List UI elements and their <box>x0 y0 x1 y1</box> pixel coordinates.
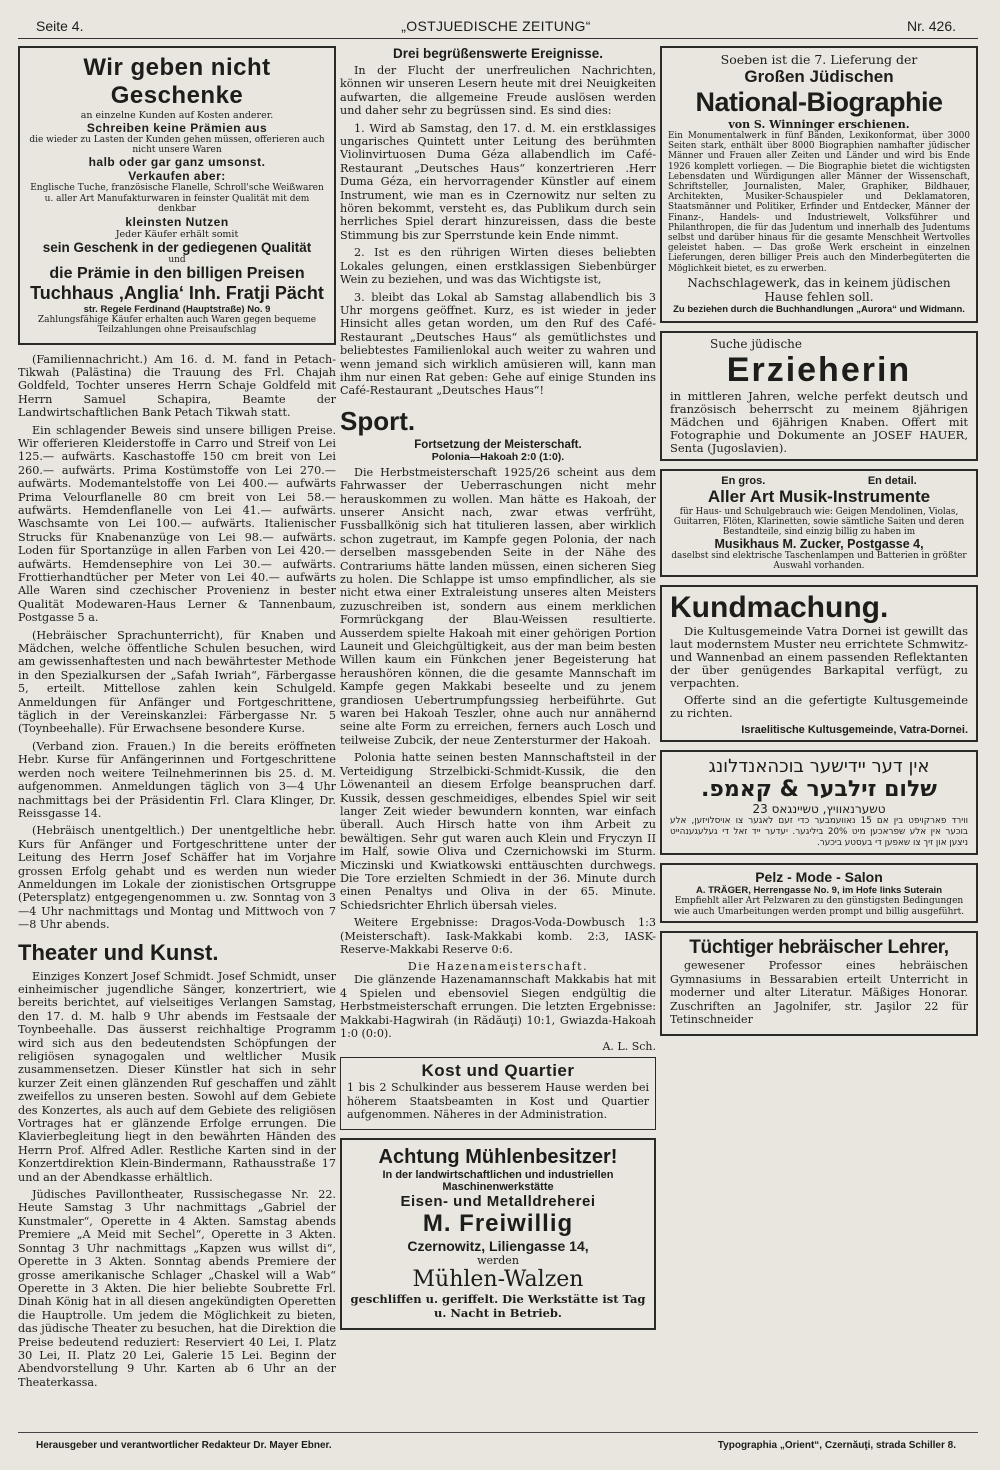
column-2 <box>340 46 656 1338</box>
ad-text: halb oder gar ganz umsonst. <box>88 155 266 169</box>
ad-text: gewesener Professor eines hebräischen Gymnasiums in Bessarabien erteilt Unterricht in moderner und alter Literatur. Mäßiges Honorar. Zuschriften an Jagolnifer, str. Jaşilor 22 für Tetinschneider <box>670 959 968 1027</box>
ad-text: geschliffen u. geriffelt. Die Werkstätte ist Tag u. Nacht in Betrieb. <box>350 1291 646 1320</box>
ad-hebrew-teacher <box>660 931 978 1036</box>
newspaper-title: „OSTJUEDISCHE ZEITUNG“ <box>401 18 591 34</box>
ad-text: die wieder zu Lasten der Kunden gehen müssen, offerieren auch nicht unsere Waren <box>29 135 325 155</box>
ad-text: In der landwirtschaftlichen und industriellen Maschinenwerkstätte <box>382 1168 614 1193</box>
ad-text: an einzelne Kunden auf Kosten anderer. <box>80 110 274 121</box>
ad-text: Eisen- und Metalldreherei <box>400 1192 596 1210</box>
ad-headline: Pelz - Mode - Salon <box>755 869 883 886</box>
ad-row <box>670 475 968 487</box>
ad-address: A. TRÄGER, Herrengasse No. 9, im Hofe links Suterain <box>695 885 942 897</box>
section-heading-sport: Sport. <box>340 405 416 436</box>
ad-text: Suche jüdische <box>710 336 802 351</box>
ad-text: 1 bis 2 Schulkinder aus besserem Hause werden bei höherem Staatsbeamten in Kost und Quartier aufgenommen. Näheres in der Administration. <box>347 1081 649 1122</box>
ad-musikhaus <box>660 469 978 578</box>
ad-kost-quartier <box>340 1057 656 1129</box>
ad-text: Soeben ist die 7. Lieferung der <box>720 52 918 67</box>
page-number: Seite 4. <box>36 18 84 34</box>
news-item: (Hebräisch unentgeltlich.) Der unentgeltliche hebr. Kurs für Anfänger und Fortgeschrittene unter der Leitung des Herrn Josef Schäffer hat im Vorjahre grossen Erfolg gehabt und es werden nun wieder Anmeldungen im Lokale der zionistischen Ortsgruppe (Petersplatz) entgegengenommen u. zw. Sonntag von 3—4 Uhr nachmittags und Montag und Mittwoch von 7—8 Uhr abends. <box>18 824 336 932</box>
ad-headline: Achtung Mühlenbesitzer! <box>378 1145 618 1168</box>
news-item: Jüdisches Pavillontheater, Russischegasse Nr. 22. Heute Samstag 3 Uhr nachmittags „Gabriel der Kunstmaler“, Operette in 4 Akten. Samstag abends Premiere „A Meid mit Sechel“, Operette in 3 Akten. Sonntag 3 Uhr nachmittags „Kapzen wus willst di“, Operette in 3 Akten. Sonntag abends Premiere der grosse amerikanische Schlager „Chaskel will a Wab“ Operette in 3 Akten. Die hier beliebte Soubrette Frl. Dinah König hat in all diesen angekündigten Operetten die Hauptrolle. Um jedem die Möglichkeit zu bieten, das jüdische Theater zu besuchen, hat die Direktion die Preise bedeutend reduziert: Reserviert 40 Lei, I. Platz 30 Lei, II. Platz 20 Lei, Galerie 15 Lei. Beginn der Abendvorstellung 9 Uhr. Karten ab 6 Uhr an der Theaterkassa. <box>18 1188 336 1389</box>
sport-paragraph: Die glänzende Hazenamannschaft Makkabis hat mit 4 Spielen und ebensoviel Siegen endgültig die Herbstmeisterschaft errungen. Die letzten Ergebnisse: Makkabi-Hagwirah (in Rădăuţi) 10:1, Gwiazda-Hakoah 1:0 (0:0). <box>340 973 656 1040</box>
ad-headline: Tüchtiger hebräischer Lehrer, <box>689 937 949 959</box>
sport-match: Polonia—Hakoah 2:0 (1:0). <box>431 450 565 463</box>
section-heading-theater: Theater und Kunst. <box>18 939 219 965</box>
ad-text: Ein Monumentalwerk in fünf Bänden, Lexikonformat, über 3000 Seiten stark, enthält über 8000 Biographien namhafter jüdischer Männer und Frauen aller Zeiten und Länder und wird bis Ende 1926 komplett vorliegen. — Die Biographie bietet die wichtigsten Lebensdaten und Würdigungen aller Männer der Wissenschaft, Schriftsteller, Journalisten, Maler, Graphiker, Bildhauer, Architekten, Musiker-Schauspieler und Deklamatoren, Staatsmänner und Politiker, Erfinder und Entdecker, Männer der Finanz-, Handels- und Industriewelt, Volksführer und Philanthropen, die für das Judentum und innerhalb des Judentums selbst und darüber hinaus für die gesamte Menschheit Wertvolles geleistet haben. — Das große Werk erscheint in einzelnen Lieferungen, deren billiger Preis auch den Minderbegüterten die Möglichkeit bietet, es zu erwerben. <box>668 131 970 274</box>
ad-headline: Aller Art Musik-Instrumente <box>707 486 931 506</box>
sport-paragraph: Polonia hatte seinen besten Mannschaftsteil in der Verteidigung Strzelbicki-Schmidt-Kussik, die den Löwenanteil an diesem Erfolge beanspruchen darf. Kussik, dessen geschmeidiges, elbendes Spiel wir seit langer Zeit wieder bewundern konnten, war einfach überall. Auch Hirsch hatte von ihm Arbeit zu bewältigen. Sehr gut waren auch Klein und Fryczyn II im Half, sowie Oliva und Czernichowski im Sturm. Miczinski und Kwiatkowski enttäuschten durchwegs. Die Tore erzielten Schmiedt in der 36. Minute durch einen Penaltys und Oliva in der 65. Minute. Schiedsrichter Ehrlich übersah vieles. <box>340 751 656 912</box>
column-3 <box>660 46 978 1044</box>
ad-address: טשערנאוויץ, טשיינגאס 23 <box>752 802 886 817</box>
ad-text: Zu beziehen durch die Buchhandlungen „Aurora“ und Widmann. <box>673 303 965 315</box>
ad-text: sein Geschenk in der gediegenen Qualität <box>42 239 312 255</box>
ad-text: Schreiben keine Prämien aus <box>86 121 268 135</box>
ad-kundmachung <box>660 585 978 742</box>
ad-text: Mühlen-Walzen <box>412 1266 584 1292</box>
ad-text: für Haus- und Schulgebrauch wie: Geigen Mendolinen, Violas, Guitarren, Flöten, Klarinetten, sowie sämtliche Saiten und deren Bestandteile, sind einzig billig zu haben im <box>673 506 965 538</box>
author-signature: A. L. Sch. <box>602 1040 656 1054</box>
news-item: (Hebräischer Sprachunterricht), für Knaben und Mädchen, welche öffentliche Schulen besuchen, wird am gewissenhaftesten und nach bewährtester Methode in den Spezialkursen der „Safah Iwriah“, Färbergasse 5, erteilt. Mittellose zahlen kein Schulgeld. Anmeldungen für Anfänger und Fortgeschrittene, täglich in der Vereinskanzlei: Färbergasse Nr. 5 (Toynbeehalle). Für Erwachsene besondere Kurse. <box>18 628 336 736</box>
news-item: (Verband zion. Frauen.) In die bereits eröffneten Hebr. Kurse für Anfängerinnen und Fortgeschrittene werden noch weitere Teilnehmerinnen bis 25. d. M. aufgenommen. Anmeldungen täglich von 3—4 Uhr nachmittags bei der Präsidentin Frl. Clara Klinger, Dr. Reissgasse 14. <box>18 739 336 820</box>
ad-text: Israelitische Kultusgemeinde, Vatra-Dornei. <box>741 724 968 737</box>
ad-erzieherin <box>660 331 978 461</box>
ad-text: Großen Jüdischen <box>744 67 894 86</box>
ad-text: Verkaufen aber: <box>128 169 226 183</box>
ad-text: und <box>168 254 186 265</box>
ad-text: in mittleren Jahren, welche perfekt deutsch und französisch beherrscht zu meinem 8jährigen Mädchen und 6jährigen Knaben. Offert mit Fotographie und Dokumente an JOSEF HAUER, Senta (Jugoslavien). <box>670 388 968 455</box>
article-paragraph: 2. Ist es den rührigen Wirten dieses beliebten Lokales gelungen, einen erstklassigen Siebenbürger Wein zu beziehen, und was das Wichtigste ist, <box>340 246 656 287</box>
ad-address: str. Regele Ferdinand (Hauptstraße) No. 9 <box>83 303 271 315</box>
ad-headline: Kost und Quartier <box>421 1061 575 1081</box>
news-item: (Familiennachricht.) Am 16. d. M. fand in Petach-Tikwah (Palästina) die Trauung des Frl. Chajah Goldfeld, Tochter unseres Herrn Schaje Goldfeld mit Herrn Samuel Schapira, Beamte der Landwirtschaftlichen Bank Petach Tikwah statt. <box>18 352 336 420</box>
ad-pelz-salon <box>660 863 978 923</box>
sport-paragraph: Die Herbstmeisterschaft 1925/26 scheint aus dem Fahrwasser der Ueberraschungen nicht mehr herauskommen zu wollen. Man hätte es Hakoah, der unserer Ansicht nach, zwar etwas verfrüht, Fussballkönig sich hat titulieren lassen, aber wirklich schon zugetraut, im Kampfe gegen Polonia, der nach derselben massgebenden Seite in der Nähe des Contrariums hätte landen müssen, einen sicheren Sieg zu holen. Die Schlappe ist umso empfindlicher, als sie nicht etwa einer Extraleistung unseres alten Meisters zuzuschreiben ist, sondern aus einem merklichen Formrückgang der Blau-Weissen resultierte. Ausserdem spielte Hakoah mit einer gehörigen Portion Launeit und Gleichgültigkeit, aus der man beim besten Willen kaum ein Fünkchen jener Begeisterung hat heraushören können, die die gesamte Mannschaft im Kampfe gegen Makkabi beseelte und zu jenem grandiosen Uebertrumpfungssieg herbeiführte. Gut waren bei Hakoah Teszler, ohne auch nur annähernd seine alte Form zu erreichen, ferners auch Losch und teilweise Zubcik, der neue Zentersturmer der Hakoah. <box>340 465 656 747</box>
ad-text: Zahlungsfähige Käufer erhalten auch Waren gegen bequeme Teilzahlungen ohne Preisaufschlag <box>37 314 317 335</box>
sport-paragraph: Weitere Ergebnisse: Dragos-Voda-Dowbusch 1:3 (Meisterschaft). Iask-Makkabi komb. 2:3, IASK-Reserve-Makkabi Reserve 0:6. <box>340 916 656 956</box>
ad-text: werden <box>477 1253 519 1267</box>
ad-address: Czernowitz, Liliengasse 14, <box>407 1237 589 1254</box>
article-paragraph: 3. bleibt das Lokal ab Samstag allabendlich bis 3 Uhr morgens geöffnet. Kurz, es ist wieder in jeder Hinsicht alles getan worden, um den Ruf des Café-Restaurant „Deutsches Haus“ als gemütlichstes und beliebtestes Familienlokal auch weiter zu wahren und wenn jemand sich wirklich amüsieren will, kann man ihm nur einen Rat geben: Gehe auf einige Stunden ins Café-Restaurant „Deutsches Haus“! <box>340 290 656 398</box>
ad-text: Nachschlagewerk, das in keinem jüdischen Hause fehlen soll. <box>687 275 951 304</box>
footer-printer: Typographia „Orient“, Czernăuţi, strada Schiller 8. <box>717 1440 956 1451</box>
ad-shop-name: Musikhaus M. Zucker, Postgasse 4, <box>714 537 924 552</box>
issue-number: Nr. 426. <box>906 18 956 34</box>
ad-text: ווירד פארקויפט בין אם 15 נאוועמבער כדי זעם לאגער צו אויסלויזען, אלע בוכער אין אלע שפראכען מיט 20% ביליגער. יעדער ייד זאל די געלעגענהייט ניצען און זיך צו שאפען די בעסטע ביכער. <box>670 816 968 849</box>
ad-text: daselbst sind elektrische Taschenlampen und Batterien in größter Auswahl vorhanden. <box>671 551 967 572</box>
ad-national-biographie <box>660 46 978 323</box>
ad-yiddish-bookshop <box>660 750 978 855</box>
ad-text: אין דער יידישער בוכהאנדלונג <box>708 756 930 778</box>
ad-anglia <box>18 46 336 345</box>
page-header <box>36 14 956 36</box>
ad-text: Die Kultusgemeinde Vatra Dornei ist gewillt das laut modernstem Muster neu errichtete Schmwitz- und Wannenbad an einem passenden Reflektanten der über genügendes Barkapital verfügt, zu verpachten. <box>670 624 968 691</box>
ad-headline: שלום זילבער & קאמפ. <box>701 777 937 803</box>
ad-shop-name: M. Freiwillig <box>422 1209 574 1237</box>
footer-rule <box>18 1432 978 1433</box>
news-item: Einziges Konzert Josef Schmidt. Josef Schmidt, unser einheimischer jugendliche Sänger, konzertriert, wie bereits berichtet, auf vielseitiges Verlangen Samstag, den 17. d. M. halb 9 Uhr abends im Festsaale der Toynbeehalle. Das äusserst reichhaltige Programm wird sich aus den bedeutendsten Schöpfungen der religiösen synagogalen und weltlicher Musik zusammensetzen. Dieser Künstler hat sich in sehr kurzer Zeit einen glänzenden Ruf geschaffen und zählt zweifellos zu unseren besten. Sowohl auf dem Gebiete des Konzertes, als auch auf dem Gebiete des religiösen Vortrages hat er glänzende Erfolge errungen. Die Klavierbegleitung liegt in den bewährten Händen des Herrn Prof. Alfred Adler. Restliche Karten sind in der Konzertdirektion Klein-Bindermann, Rathausstraße 17 und an der Abendkasse erhältlich. <box>18 969 336 1184</box>
ad-text: von S. Winninger erschienen. <box>728 118 910 131</box>
ad-text: kleinsten Nutzen <box>125 214 229 229</box>
footer-publisher: Herausgeber und verantwortlicher Redakteur Dr. Mayer Ebner. <box>36 1440 332 1451</box>
ad-text: Empfiehlt aller Art Pelzwaren zu den günstigsten Bedingungen wie auch Umarbeitungen werden prompt und billig ausgeführt. <box>673 896 965 917</box>
ad-text: Englische Tuche, französische Flanelle, Schroll'sche Weißwaren u. aller Art Manufakturwaren in feinster Qualität mit dem denkbar <box>30 183 324 214</box>
sport-subheading: Fortsetzung der Meisterschaft. <box>414 438 582 451</box>
article-headline: Drei begrüßenswerte Ereignisse. <box>392 46 604 61</box>
ad-shop-name: Tuchhaus ‚Anglia‘ Inh. Fratji Pächt <box>30 282 324 303</box>
ad-text: Jeder Käufer erhält somit <box>115 228 239 240</box>
article-paragraph: 1. Wird ab Samstag, den 17. d. M. ein erstklassiges ungarisches Quintett unter Leitung des berühmten Violinvirtuosen Duma Géza allabendlich im Café-Restaurant „Deutsches Haus“ konzertrieren .Herr Duma Géza, ein hervorragender Künstler auf einem Instrument, wie man es in Czernowitz nur selten zu hören bekommt, versteht es, das Publikum durch sein herrliches Spiel derart hinzureissen, dass die beste Stimmung bis zur Sperrstunde kein Ende nimmt. <box>340 121 656 242</box>
news-item: Ein schlagender Beweis sind unsere billigen Preise. Wir offerieren Kleiderstoffe in Carro und Streif von Lei 125.— aufwärts. Kaschastoffe 150 cm breit von Lei 260.— aufwärts. Prima Kostümstoffe von Lei 270.— aufwärts. Modemantelstoffe von Lei 400.— aufwärts Prima Velourflanelle 80 cm breit von Lei 58.— aufwärts. Hemdenflanelle von Lei 41.— aufwärts. Waschsamte von Lei 100.— aufwärts. Italienischer Strucks für Knabenanzüge von Lei 98.— aufwärts. Loden für Sportanzüge in allen Farben von Lei 420.— aufwärts. Hemdensephire von Lei 30.— aufwärts. Frottierhandtücher per Meter von Lei 40.— aufwärts Alle Waren sind czechischer Provenienz in bester Qualität Modewaren-Haus Lerner & Tannenbaum, Postgasse 5 a. <box>18 423 336 625</box>
ad-text: die Prämie in den billigen Preisen <box>49 264 305 282</box>
header-rule <box>18 38 978 39</box>
ad-muehlen <box>340 1138 656 1330</box>
article-paragraph: In der Flucht der unerfreulichen Nachrichten, können wir unseren Lesern heute mit drei Neuigkeiten aufwarten, die allgemeine Freude auslösen werden und daher sehr zu begrüssen sind. Es sind dies: <box>340 64 656 118</box>
sport-subheading: Die Hazenameisterschaft. <box>407 960 589 974</box>
ad-text: En gros. <box>721 474 766 487</box>
ad-text: En detail. <box>867 474 917 487</box>
ad-headline: Wir geben nicht Geschenke <box>83 54 271 109</box>
ad-text: Offerte sind an die gefertigte Kultusgemeinde zu richten. <box>670 693 968 721</box>
ad-headline: National-Biographie <box>695 87 943 117</box>
ad-headline: Kundmachung. <box>670 591 889 625</box>
column-1 <box>18 46 336 1393</box>
ad-headline: Erzieherin <box>726 350 912 389</box>
